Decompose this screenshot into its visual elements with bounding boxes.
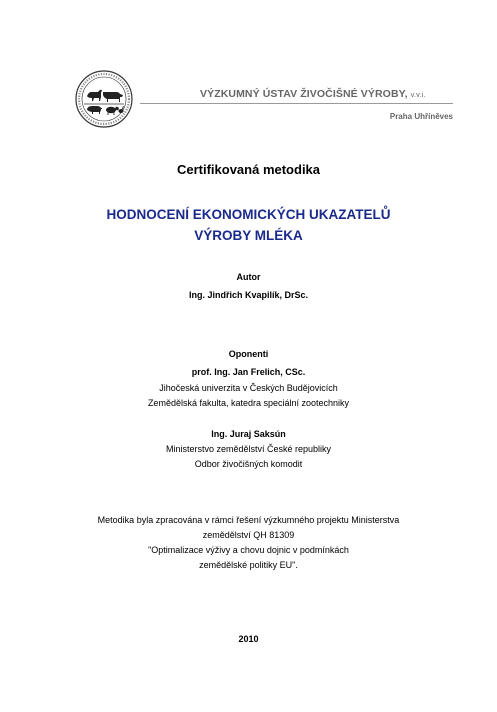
project-note-line: zemědělské politiky EU". (199, 560, 298, 570)
institute-name-text: VÝZKUMNÝ ÚSTAV ŽIVOČIŠNÉ VÝROBY, (200, 88, 408, 100)
opponent-1-affiliation: Jihočeská univerzita v Českých Budějovicích (159, 383, 338, 393)
opponents-label: Oponenti (228, 349, 269, 359)
institute-name (200, 88, 426, 100)
opponent-2-affiliation: Ministerstvo zemědělství České republiky (165, 444, 332, 454)
opponent-1-name: prof. Ing. Jan Frelich, CSc. (191, 367, 306, 377)
project-note-line: "Optimalizace výživy a chovu dojnic v podmínkách (148, 545, 349, 555)
opponent-2-department: Odbor živočišných komodit (194, 459, 303, 469)
publication-year: 2010 (238, 634, 259, 644)
institute-suffix: v.v.i. (410, 90, 426, 99)
project-note-line: Metodika byla zpracována v rámci řešení výzkumného projektu Ministerstva (97, 515, 400, 525)
institute-location: Praha Uhříněves (389, 112, 453, 121)
opponent-1-department: Zemědělská fakulta, katedra speciální zootechniky (147, 398, 350, 408)
document-title-line-2: VÝROBY MLÉKA (194, 228, 303, 243)
author-label: Autor (236, 272, 261, 282)
document-title-line-1: HODNOCENÍ EKONOMICKÝCH UKAZATELŮ (106, 207, 391, 222)
certification-heading: Certifikovaná metodika (176, 162, 321, 177)
institute-logo-icon (74, 69, 134, 129)
opponent-2-name: Ing. Juraj Saksún (211, 429, 286, 439)
project-note-line: zemědělství QH 81309 (202, 530, 295, 540)
author-name: Ing. Jindřich Kvapilík, DrSc. (188, 290, 309, 300)
header-divider (140, 103, 453, 104)
